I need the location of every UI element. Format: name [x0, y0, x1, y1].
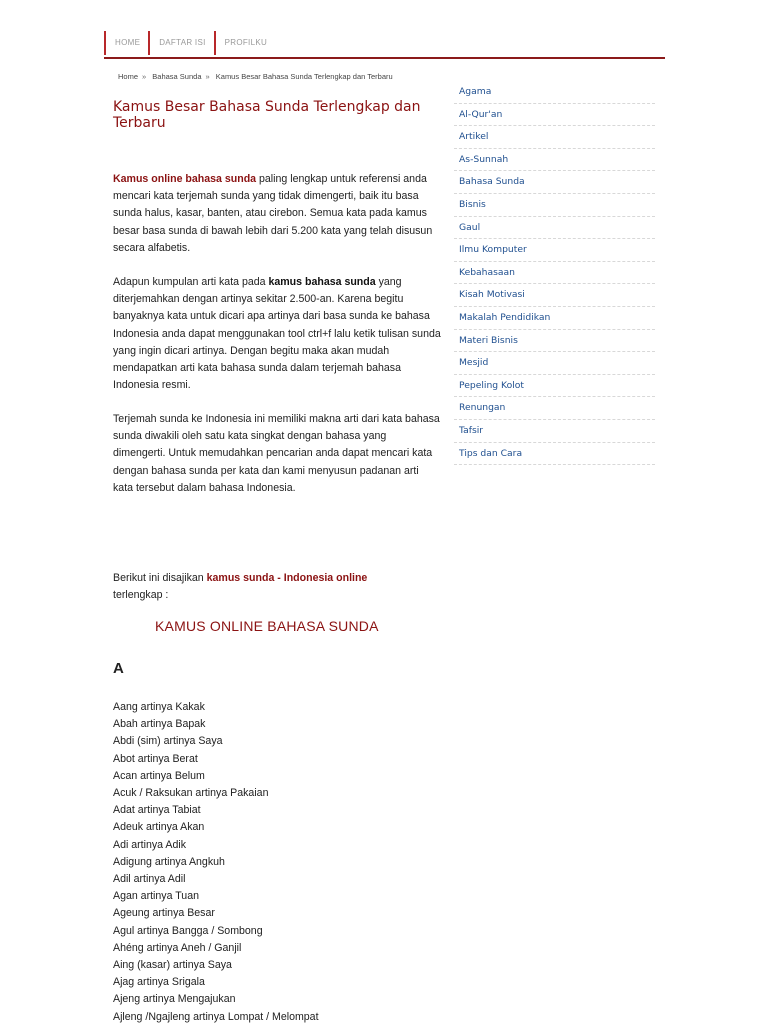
sidebar-link[interactable]: Agama — [459, 86, 492, 97]
sidebar-item-pepeling-kolot — [454, 375, 655, 398]
list-item: Agul artinya Bangga / Sombong — [113, 924, 263, 937]
sidebar-link[interactable]: Bahasa Sunda — [459, 176, 525, 188]
sidebar-link[interactable]: Materi Bisnis — [459, 334, 518, 346]
sidebar-item-materi-bisnis — [454, 330, 655, 353]
sidebar-item-bahasa-sunda — [454, 171, 655, 194]
kamus-heading: KAMUS ONLINE BAHASA SUNDA — [155, 618, 379, 634]
breadcrumb — [118, 72, 397, 81]
intro-text: paling lengkap untuk referensi anda mencari kata terjemah sunda yang tidak dimengerti, baik itu basa sunda halus, kasar, banten, atau cirebon. Semua kata pada kamus besar basa sunda di bawah lebih dari 5.200 kata yang telah disusun secara alfabetis. — [113, 173, 433, 254]
p2-text-after: yang diterjemahkan dengan artinya sekitar 2.500-an. Karena begitu banyaknya kata untuk dicari apa artinya dari basa sunda ke bahasa Indonesia anda dapat menggunakan tool ctrl+f lalu ketik tulisan sunda yang ingin dicari artinya. Dengan begitu maka akan mudah mendapatkan arti kata bahasa sunda dalam terjemah bahasa Indonesia resmi. — [113, 276, 441, 392]
sidebar-link[interactable]: Ilmu Komputer — [459, 244, 527, 256]
breadcrumb-category[interactable]: Bahasa Sunda — [152, 72, 202, 81]
sidebar-link[interactable]: Renungan — [459, 402, 506, 414]
list-item: Ageung artinya Besar — [113, 907, 215, 920]
list-item: Ajleng /Ngajleng artinya Lompat / Melompat — [113, 1010, 319, 1023]
breadcrumb-separator: » — [205, 72, 210, 81]
sidebar-item-kebahasaan — [454, 262, 655, 285]
sidebar-item-artikel — [454, 126, 655, 149]
nav-daftar-isi[interactable]: DAFTAR ISI — [148, 31, 213, 55]
list-item: Adigung artinya Angkuh — [113, 855, 225, 868]
kamus-online-link[interactable]: Kamus online bahasa sunda — [113, 173, 257, 185]
p2-bold-keyword: kamus bahasa sunda — [268, 276, 376, 288]
p4-text-before: Berikut ini disajikan — [113, 572, 207, 584]
list-item: Ajeng artinya Mengajukan — [113, 993, 236, 1006]
kamus-sunda-indonesia-link[interactable]: kamus sunda - Indonesia online — [206, 572, 368, 584]
list-item: Acan artinya Belum — [113, 769, 205, 782]
top-navigation — [104, 31, 665, 59]
letter-heading: A — [113, 660, 124, 677]
sidebar-item-tips-dan-cara — [454, 443, 655, 466]
sidebar-item-tafsir — [454, 420, 655, 443]
list-item: Adeuk artinya Akan — [113, 821, 205, 834]
sidebar-item-renungan — [454, 397, 655, 420]
sidebar-item-ilmu-komputer — [454, 239, 655, 262]
list-item: Aing (kasar) artinya Saya — [113, 959, 232, 972]
sidebar-link[interactable]: Artikel — [459, 131, 489, 143]
list-item: Adat artinya Tabiat — [113, 804, 201, 817]
list-item: Adil artinya Adil — [113, 873, 186, 886]
sidebar-item-makalah-pendidikan — [454, 307, 655, 330]
sidebar-item-mesjid — [454, 352, 655, 375]
breadcrumb-separator: » — [142, 72, 147, 81]
fourth-paragraph — [113, 570, 413, 604]
sidebar-link[interactable]: Mesjid — [459, 357, 489, 369]
list-item: Ahéng artinya Aneh / Ganjil — [113, 941, 242, 954]
list-item: Abdi (sim) artinya Saya — [113, 735, 223, 748]
second-paragraph — [113, 274, 441, 394]
list-item: Adi artinya Adik — [113, 838, 187, 851]
sidebar-link[interactable]: Al-Qur'an — [459, 108, 503, 120]
sidebar-item-al-quran — [454, 104, 655, 127]
sidebar-link[interactable]: Makalah Pendidikan — [459, 311, 551, 323]
sidebar-link[interactable]: Tafsir — [459, 424, 484, 436]
sidebar-item-gaul — [454, 217, 655, 240]
list-item: Abot artinya Berat — [113, 752, 198, 765]
sidebar-link[interactable]: Kisah Motivasi — [459, 289, 525, 301]
sidebar-link[interactable]: As-Sunnah — [459, 153, 509, 165]
list-item: Abah artinya Bapak — [113, 718, 206, 731]
breadcrumb-current: Kamus Besar Bahasa Sunda Terlengkap dan Terbaru — [215, 72, 393, 81]
nav-profilku[interactable]: PROFILKU — [214, 31, 275, 55]
sidebar-item-kisah-motivasi — [454, 284, 655, 307]
breadcrumb-home[interactable]: Home — [118, 72, 139, 81]
list-item: Ajag artinya Srigala — [113, 976, 205, 989]
sidebar-item-as-sunnah — [454, 149, 655, 172]
sidebar-item-bisnis — [454, 194, 655, 217]
list-item: Agan artinya Tuan — [113, 890, 199, 903]
page-title: Kamus Besar Bahasa Sunda Terlengkap dan Terbaru — [113, 99, 421, 131]
sidebar-link[interactable]: Bisnis — [459, 198, 486, 210]
sidebar-categories — [454, 81, 655, 465]
dictionary-list — [113, 699, 319, 1026]
third-paragraph: Terjemah sunda ke Indonesia ini memiliki makna arti dari kata bahasa sunda diwakili oleh satu kata singkat dengan bahasa yang dimengerti. Untuk memudahkan pencarian anda dapat mencari kata dengan bahasa sunda per kata dan kami menyusun padanan arti kata tersebut dalam bahasa Indonesia. — [113, 413, 440, 494]
list-item: Acuk / Raksukan artinya Pakaian — [113, 787, 269, 800]
p4-text-after: terlengkap : — [113, 589, 169, 602]
p2-text-before: Adapun kumpulan arti kata pada — [113, 276, 269, 288]
sidebar-link[interactable]: Pepeling Kolot — [459, 379, 524, 391]
intro-paragraph — [113, 171, 441, 257]
sidebar-link[interactable]: Tips dan Cara — [459, 447, 523, 459]
sidebar-link[interactable]: Kebahasaan — [459, 266, 516, 278]
nav-home[interactable]: HOME — [104, 31, 148, 55]
sidebar-item-agama — [454, 81, 655, 104]
sidebar-link[interactable]: Gaul — [459, 221, 481, 233]
list-item: Aang artinya Kakak — [113, 701, 205, 713]
